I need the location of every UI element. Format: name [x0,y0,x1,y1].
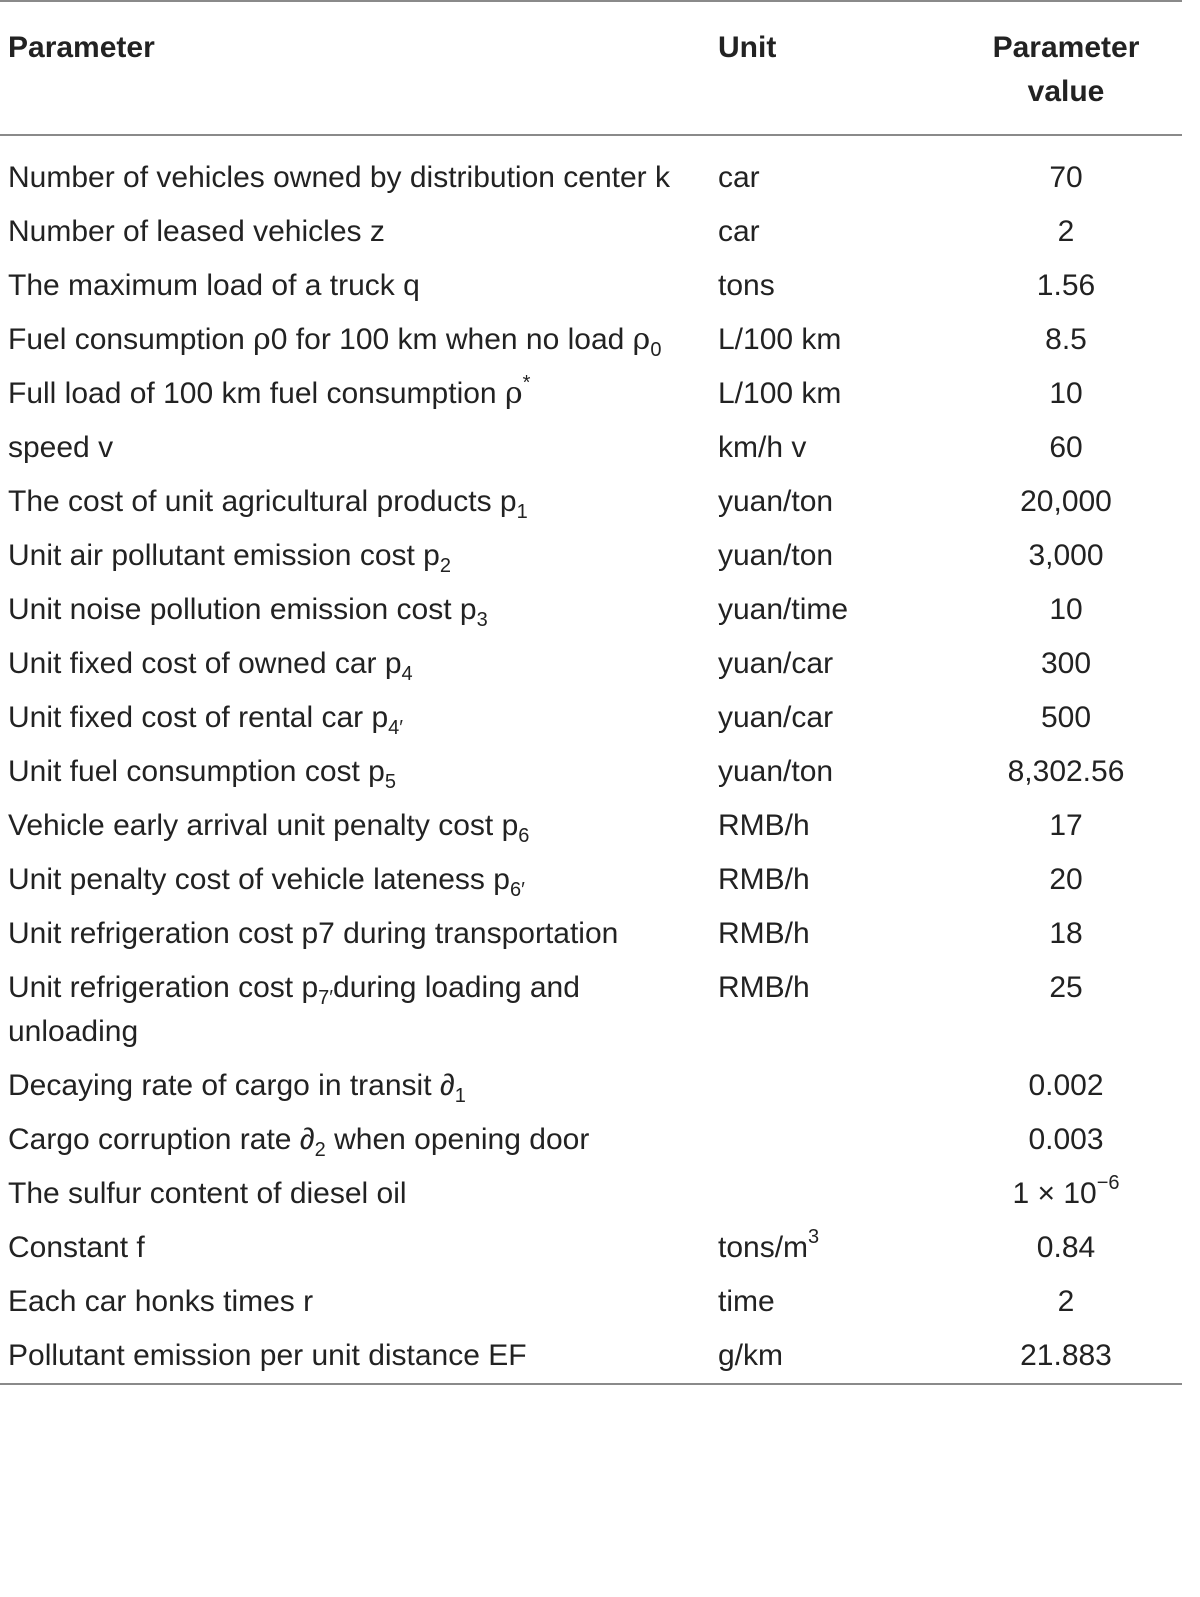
cell-parameter: Unit fixed cost of rental car $p_{4'}$ [8,701,404,739]
cell-parameter: The maximum load of a truck q [8,269,420,302]
cell-value: 0.003 [1028,1123,1104,1156]
cell-unit: tons [718,269,775,302]
cell-value: 10 [1049,593,1083,626]
cell-unit: L/100 km [718,377,842,410]
cell-parameter: Unit refrigeration cost p7 during transportation [8,917,619,950]
cell-value: 2 [1057,1285,1075,1318]
cell-parameter: Number of vehicles owned by distribution center k [8,161,670,194]
cell-unit: car [718,215,760,248]
cell-parameter: Number of leased vehicles z [8,215,385,248]
table-row [0,745,1182,799]
table-row [0,1329,1182,1384]
cell-parameter: Cargo corruption rate $\partial_2$ when opening door [8,1123,590,1161]
cell-value: 18 [1049,917,1083,950]
cell-parameter: Unit noise pollution emission cost $p_3$ [8,593,488,631]
table-row [0,1221,1182,1275]
cell-unit: RMB/h [718,917,810,950]
cell-parameter: Unit air pollutant emission cost $p_2$ [8,539,451,577]
table-row [0,421,1182,475]
cell-unit: RMB/h [718,971,810,1004]
cell-unit [710,1167,950,1221]
table-row [0,637,1182,691]
cell-parameter: Unit fuel consumption cost $p_5$ [8,755,396,793]
cell-value: 21.883 [1020,1339,1112,1372]
cell-unit: km/h v [718,431,807,464]
table-row [0,475,1182,529]
cell-unit: yuan/ton [718,539,834,572]
cell-unit [710,1113,950,1167]
header-unit: Unit [718,31,777,64]
cell-parameter: Constant f [8,1231,145,1264]
table-row [0,135,1182,205]
table-row [0,205,1182,259]
cell-unit: g/km [718,1339,784,1372]
header-parameter: Parameter [8,31,155,64]
cell-parameter: Full load of 100 km fuel consumption ρ* [8,372,531,411]
cell-parameter: Unit penalty cost of vehicle lateness $p_{6'}$ [8,863,525,901]
cell-value: 70 [1049,161,1083,194]
cell-unit: yuan/time [718,593,849,626]
table-row [0,1059,1182,1113]
cell-value: 25 [1049,971,1083,1004]
cell-parameter: The cost of unit agricultural products $p_1$ [8,485,528,523]
table-row [0,961,1182,1059]
cell-unit: RMB/h [718,863,810,896]
cell-value: 500 [1040,701,1092,734]
cell-value: 1.56 [1036,269,1096,302]
cell-parameter: speed v [8,431,114,464]
table-row [0,313,1182,367]
cell-value: 0.002 [1028,1069,1104,1102]
cell-parameter: Unit fixed cost of owned car $p_4$ [8,647,413,685]
cell-unit: yuan/car [718,647,834,680]
table-row [0,853,1182,907]
table-row [0,583,1182,637]
cell-parameter: Fuel consumption ρ0 for 100 km when no load $\rho_0$ [8,322,662,361]
table-row [0,259,1182,313]
cell-unit: RMB/h [718,809,810,842]
cell-value: 2 [1057,215,1075,248]
table-row [0,1167,1182,1221]
cell-unit [710,1059,950,1113]
cell-parameter: Decaying rate of cargo in transit $\partial_1$ [8,1069,466,1107]
table-row [0,907,1182,961]
cell-value: 17 [1049,809,1083,842]
table-header-row [0,1,1182,135]
cell-unit: yuan/car [718,701,834,734]
cell-parameter: Unit refrigeration cost $p_{7'}during$ loading and unloading [8,971,580,1048]
cell-parameter: Each car honks times r [8,1285,314,1318]
header-parameter-value: Parameter value [992,31,1140,108]
cell-value: 20 [1049,863,1083,896]
cell-unit: yuan/ton [718,755,834,788]
table-row [0,1113,1182,1167]
cell-value: $1 \times 10^{-6}$ [1012,1172,1120,1210]
cell-value: 8.5 [1045,323,1087,356]
table-row [0,529,1182,583]
cell-value: 20,000 [1020,485,1112,518]
cell-value: 8,302.56 [1007,755,1125,788]
cell-parameter: The sulfur content of diesel oil [8,1177,407,1210]
table-row [0,691,1182,745]
cell-value: 3,000 [1028,539,1104,572]
cell-unit: yuan/ton [718,485,834,518]
table-row [0,1275,1182,1329]
cell-value: 10 [1049,377,1083,410]
table-row [0,799,1182,853]
cell-value: 300 [1040,647,1092,680]
cell-parameter: Pollutant emission per unit distance EF [8,1339,527,1372]
cell-unit: car [718,161,760,194]
cell-unit: time [718,1285,775,1318]
cell-unit: L/100 km [718,323,842,356]
cell-parameter: Vehicle early arrival unit penalty cost $p_6$ [8,809,530,847]
cell-value: 60 [1049,431,1083,464]
cell-value: 0.84 [1036,1231,1096,1264]
table-row [0,367,1182,421]
cell-unit: tons/$m^3$ [718,1226,820,1264]
